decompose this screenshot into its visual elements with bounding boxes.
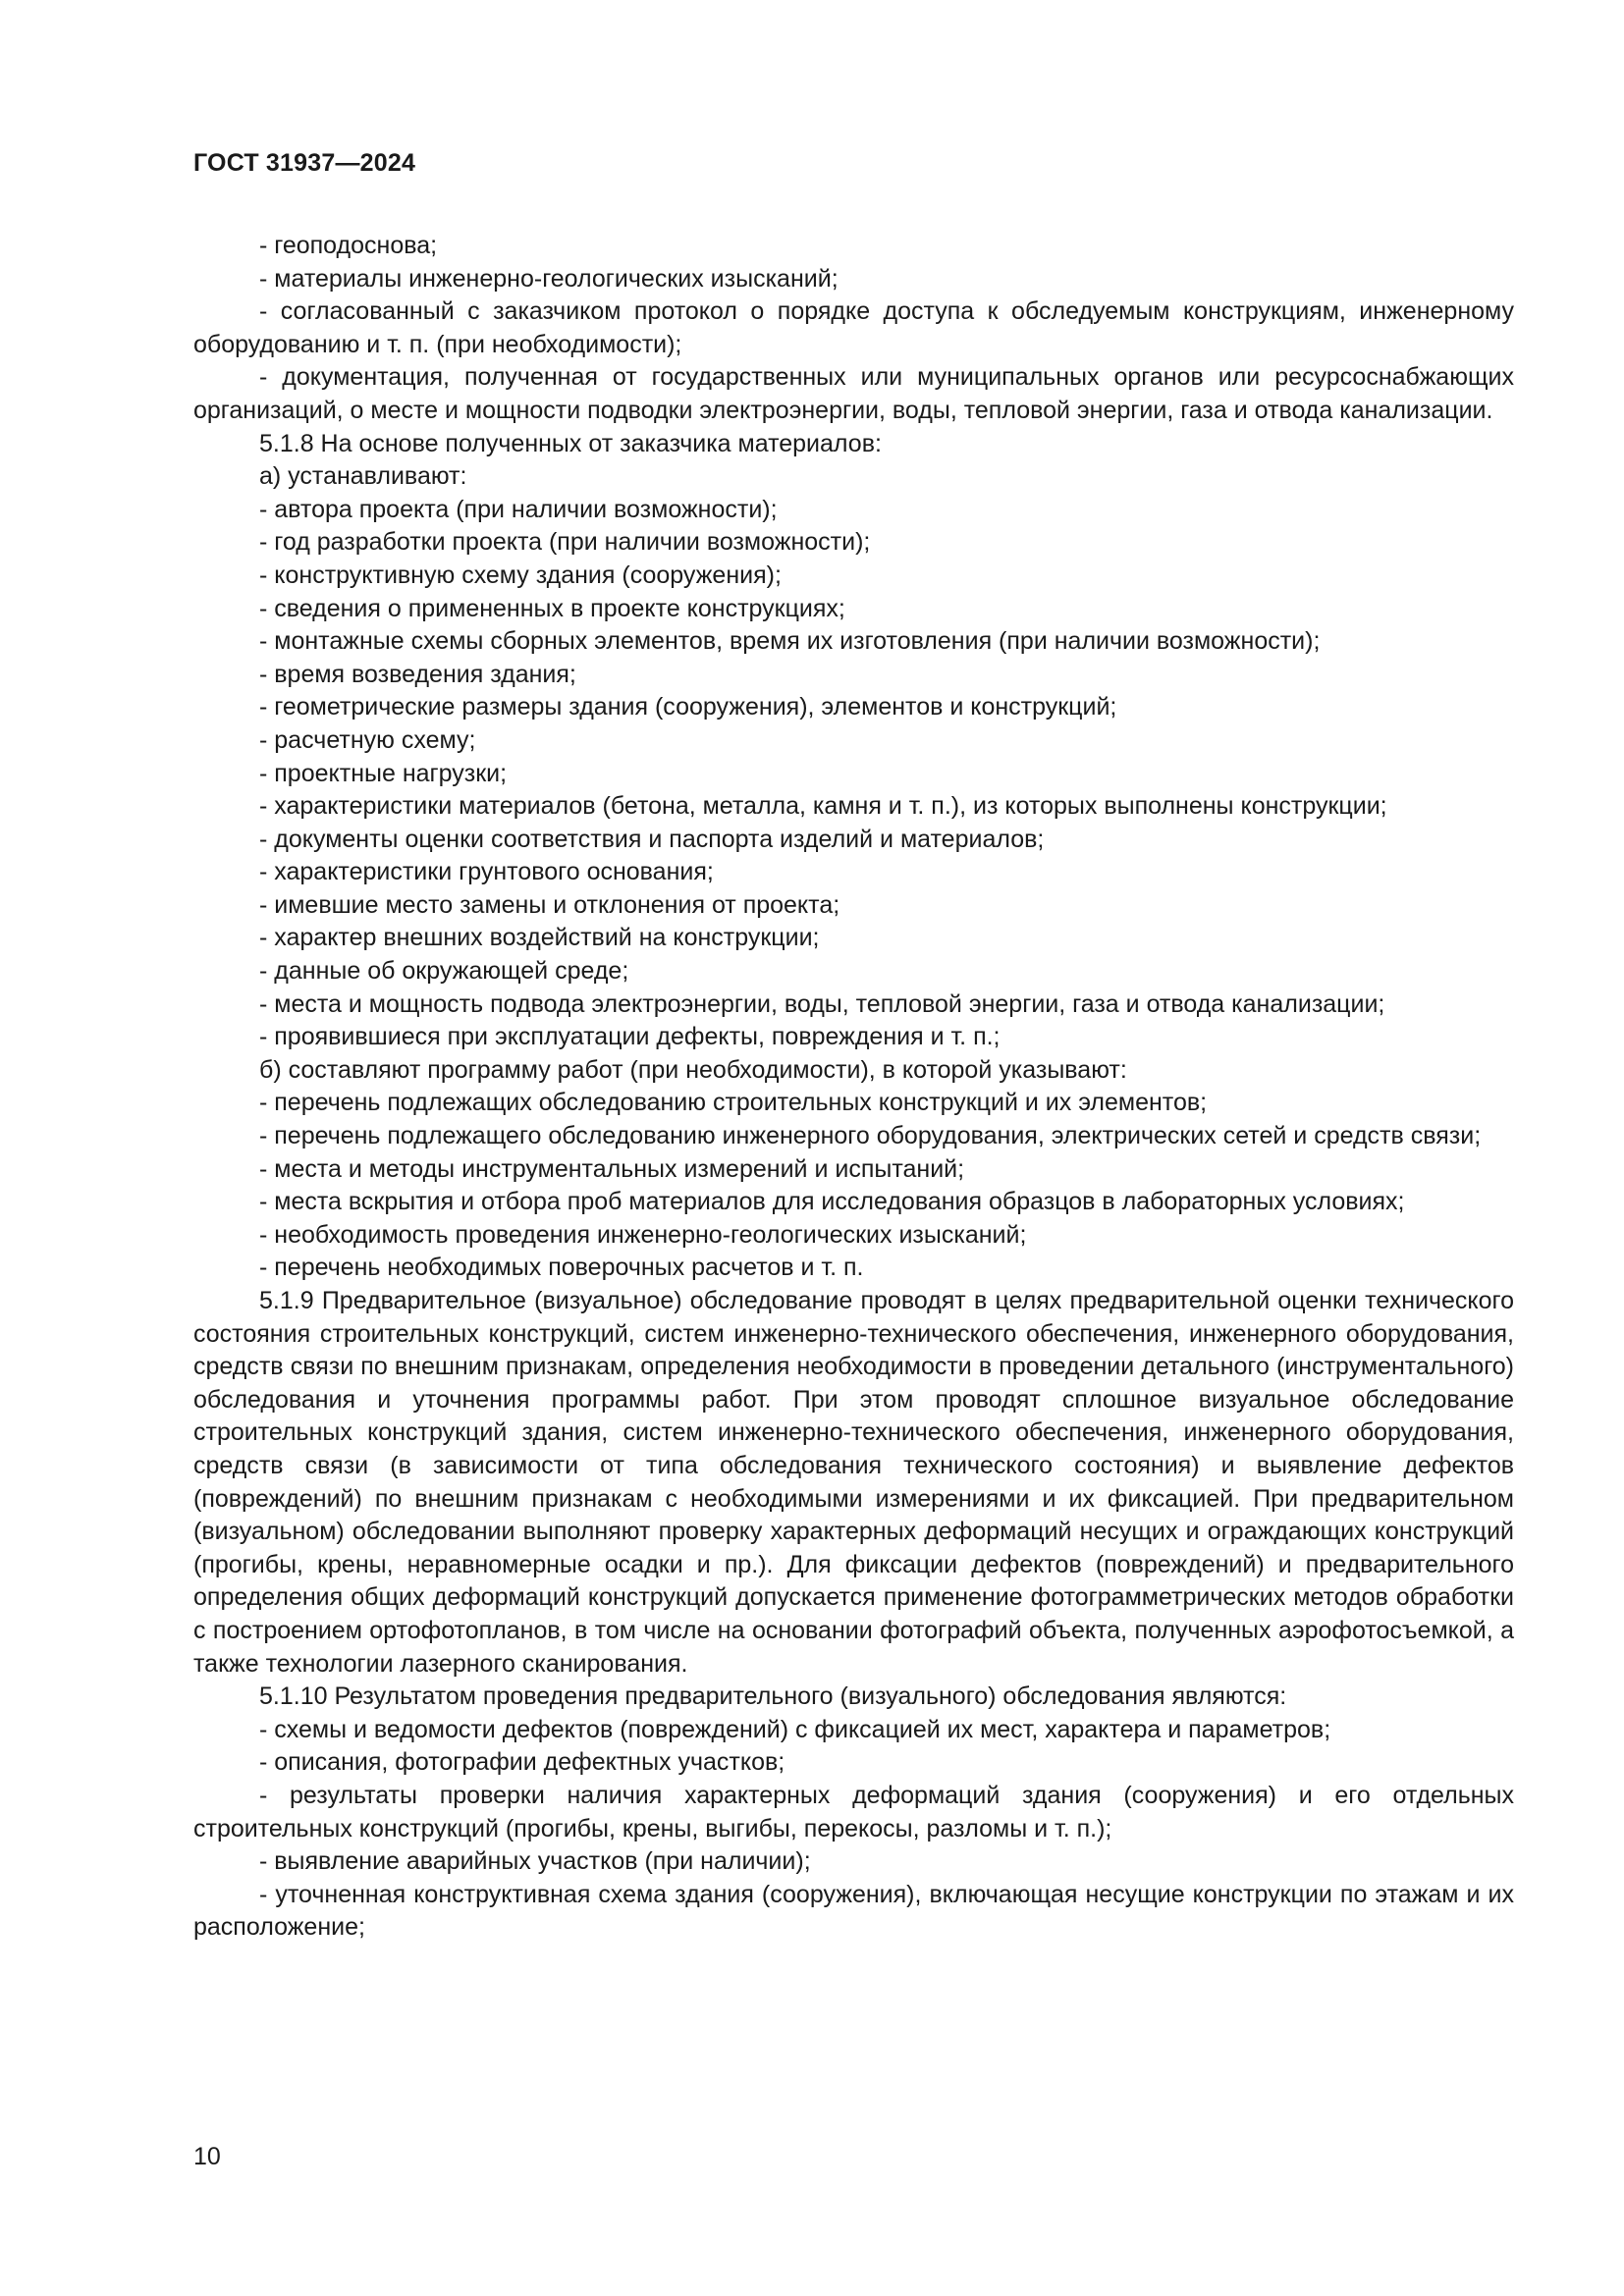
list-item: - перечень подлежащего обследованию инженерного оборудования, электрических сетей и средств связи; (259, 1122, 1482, 1150)
list-item: - результаты проверки наличия характерных деформаций здания (сооружения) и его отдельных строительных конструкций (прогибы, крены, выгибы, перекосы, разломы и т. п.); (193, 1781, 1514, 1842)
list-item: - расчетную схему; (259, 725, 476, 754)
list-item: - перечень подлежащих обследованию строительных конструкций и их элементов; (259, 1089, 1208, 1117)
list-item: - год разработки проекта (при наличии возможности); (259, 528, 871, 557)
document-body (193, 230, 1514, 1945)
list-item: - геометрические размеры здания (сооружения), элементов и конструкций; (259, 693, 1117, 721)
list-item: - сведения о примененных в проекте конструкциях; (259, 594, 845, 622)
list-item: - схемы и ведомости дефектов (повреждений) с фиксацией их мест, характера и параметров; (259, 1715, 1331, 1743)
list-item: - согласованный с заказчиком протокол о порядке доступа к обследуемым конструкциям, инженерному оборудованию и т. п. (при необходимости); (193, 297, 1514, 358)
list-item: - время возведения здания; (259, 660, 576, 688)
list-item: - характеристики грунтового основания; (259, 858, 714, 886)
list-item: - проявившиеся при эксплуатации дефекты, повреждения и т. п.; (259, 1023, 1001, 1051)
list-item: - геоподоснова; (259, 232, 438, 259)
list-item: - уточненная конструктивная схема здания (сооружения), включающая несущие конструкции по этажам и их расположение; (193, 1880, 1514, 1942)
subclause-a: а) устанавливают: (259, 462, 467, 491)
list-item: - описания, фотографии дефектных участков; (259, 1748, 785, 1777)
clause-5-1-9: 5.1.9 Предварительное (визуальное) обследование проводят в целях предварительной оценки технического состояния строительных конструкций, систем инженерно-технического обеспечения, инженерного оборудования, средств связи по внешним признакам, определения необходимости в проведении детального (инструментального) обследования и уточнения программы работ. При этом проводят сплошное визуальное обследование строительных конструкций здания, систем инженерно-технического обеспечения, инженерного оборудования, средств связи (в зависимости от типа обследования технического состояния) и выявление дефектов (повреждений) по внешним признакам с необходимыми измерениями и их фиксацией. При предварительном (визуальном) обследовании выполняют проверку характерных деформаций несущих и ограждающих конструкций (прогибы, крены, неравномерные осадки и пр.). Для фиксации дефектов (повреждений) и предварительного определения общих деформаций конструкций допускается применение фотограмметрических методов обработки с построением ортофотопланов, в том числе на основании фотографий объекта, полученных аэрофотосъемкой, а также технологии лазерного сканирования. (193, 1287, 1514, 1678)
clause-5-1-8: 5.1.8 На основе полученных от заказчика материалов: (259, 429, 882, 457)
list-item: - характер внешних воздействий на конструкции; (259, 924, 820, 952)
page-number: 10 (193, 2143, 221, 2170)
list-item: - монтажные схемы сборных элементов, время их изготовления (при наличии возможности); (259, 627, 1321, 656)
list-item: - перечень необходимых поверочных расчетов и т. п. (259, 1254, 864, 1282)
list-item: - места и методы инструментальных измерений и испытаний; (259, 1154, 965, 1183)
list-item: - проектные нагрузки; (259, 759, 508, 787)
list-item: - документы оценки соответствия и паспорта изделий и материалов; (259, 825, 1045, 853)
list-item: - автора проекта (при наличии возможности); (259, 495, 778, 523)
list-item: - документация, полученная от государственных или муниципальных органов или ресурсоснабжающих организаций, о месте и мощности подводки электроэнергии, воды, тепловой энергии, газа и отвода канализации. (193, 363, 1514, 424)
list-item: - выявление аварийных участков (при наличии); (259, 1847, 811, 1876)
clause-5-1-10: 5.1.10 Результатом проведения предварительного (визуального) обследования являются: (259, 1682, 1287, 1711)
list-item: - конструктивную схему здания (сооружения); (259, 561, 782, 589)
list-item: - места и мощность подвода электроэнергии, воды, тепловой энергии, газа и отвода канализации; (259, 989, 1385, 1018)
list-item: - данные об окружающей среде; (259, 957, 629, 986)
standard-designation: ГОСТ 31937—2024 (193, 149, 416, 177)
list-item: - места вскрытия и отбора проб материалов для исследования образцов в лабораторных условиях; (259, 1188, 1405, 1216)
subclause-b: б) составляют программу работ (при необходимости), в которой указывают: (259, 1055, 1127, 1084)
list-item: - необходимость проведения инженерно-геологических изысканий; (259, 1220, 1027, 1249)
list-item: - характеристики материалов (бетона, металла, камня и т. п.), из которых выполнены конструкции; (259, 792, 1387, 821)
list-item: - материалы инженерно-геологических изысканий; (259, 264, 839, 293)
list-item: - имевшие место замены и отклонения от проекта; (259, 890, 840, 919)
